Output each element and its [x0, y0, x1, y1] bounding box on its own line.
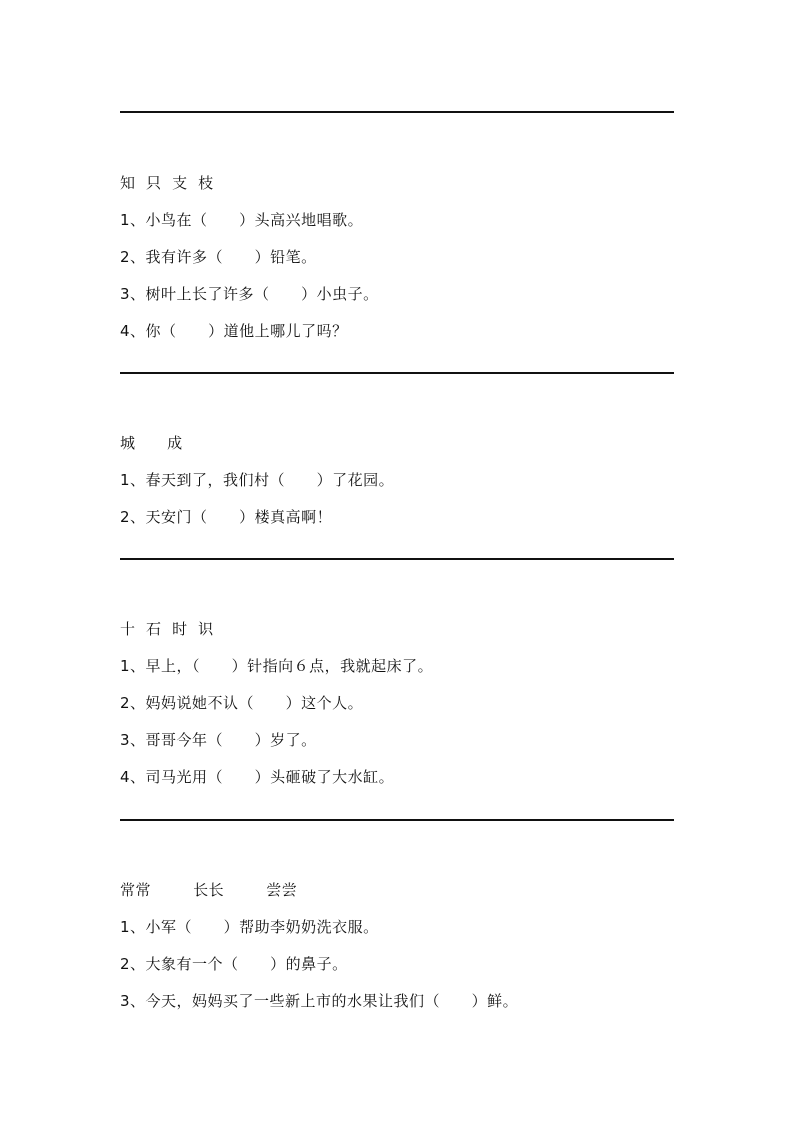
- section-4-choices: 常常 长长 尝尝: [120, 881, 298, 899]
- divider-3: [120, 558, 674, 560]
- divider-1: [120, 111, 674, 113]
- section-1-question-4: 4、你（ ）道他上哪儿了吗？: [120, 322, 348, 340]
- section-1-question-1: 1、小鸟在（ ）头高兴地唱歌。: [120, 211, 364, 229]
- section-1-question-3: 3、树叶上长了许多（ ）小虫子。: [120, 285, 379, 303]
- section-3-question-2: 2、妈妈说她不认（ ）这个人。: [120, 694, 364, 712]
- section-1-question-2: 2、我有许多（ ）铅笔。: [120, 248, 317, 266]
- divider-4: [120, 819, 674, 821]
- section-2-question-1: 1、春天到了，我们村（ ）了花园。: [120, 471, 395, 489]
- section-3-question-4: 4、司马光用（ ）头砸破了大水缸。: [120, 768, 395, 786]
- section-4-question-1: 1、小军（ ）帮助李奶奶洗衣服。: [120, 918, 379, 936]
- section-2-question-2: 2、天安门（ ）楼真高啊！: [120, 508, 333, 526]
- divider-2: [120, 372, 674, 374]
- section-3-question-1: 1、早上，（ ）针指向６点，我就起床了。: [120, 657, 434, 675]
- section-4-question-3: 3、今天，妈妈买了一些新上市的水果让我们（ ）鲜。: [120, 992, 519, 1010]
- section-3-choices: 十 石 时 识: [120, 620, 214, 638]
- section-1-choices: 知 只 支 枝: [120, 174, 214, 192]
- section-4-question-2: 2、大象有一个（ ）的鼻子。: [120, 955, 348, 973]
- section-2-choices: 城 成: [120, 434, 183, 452]
- section-3-question-3: 3、哥哥今年（ ）岁了。: [120, 731, 317, 749]
